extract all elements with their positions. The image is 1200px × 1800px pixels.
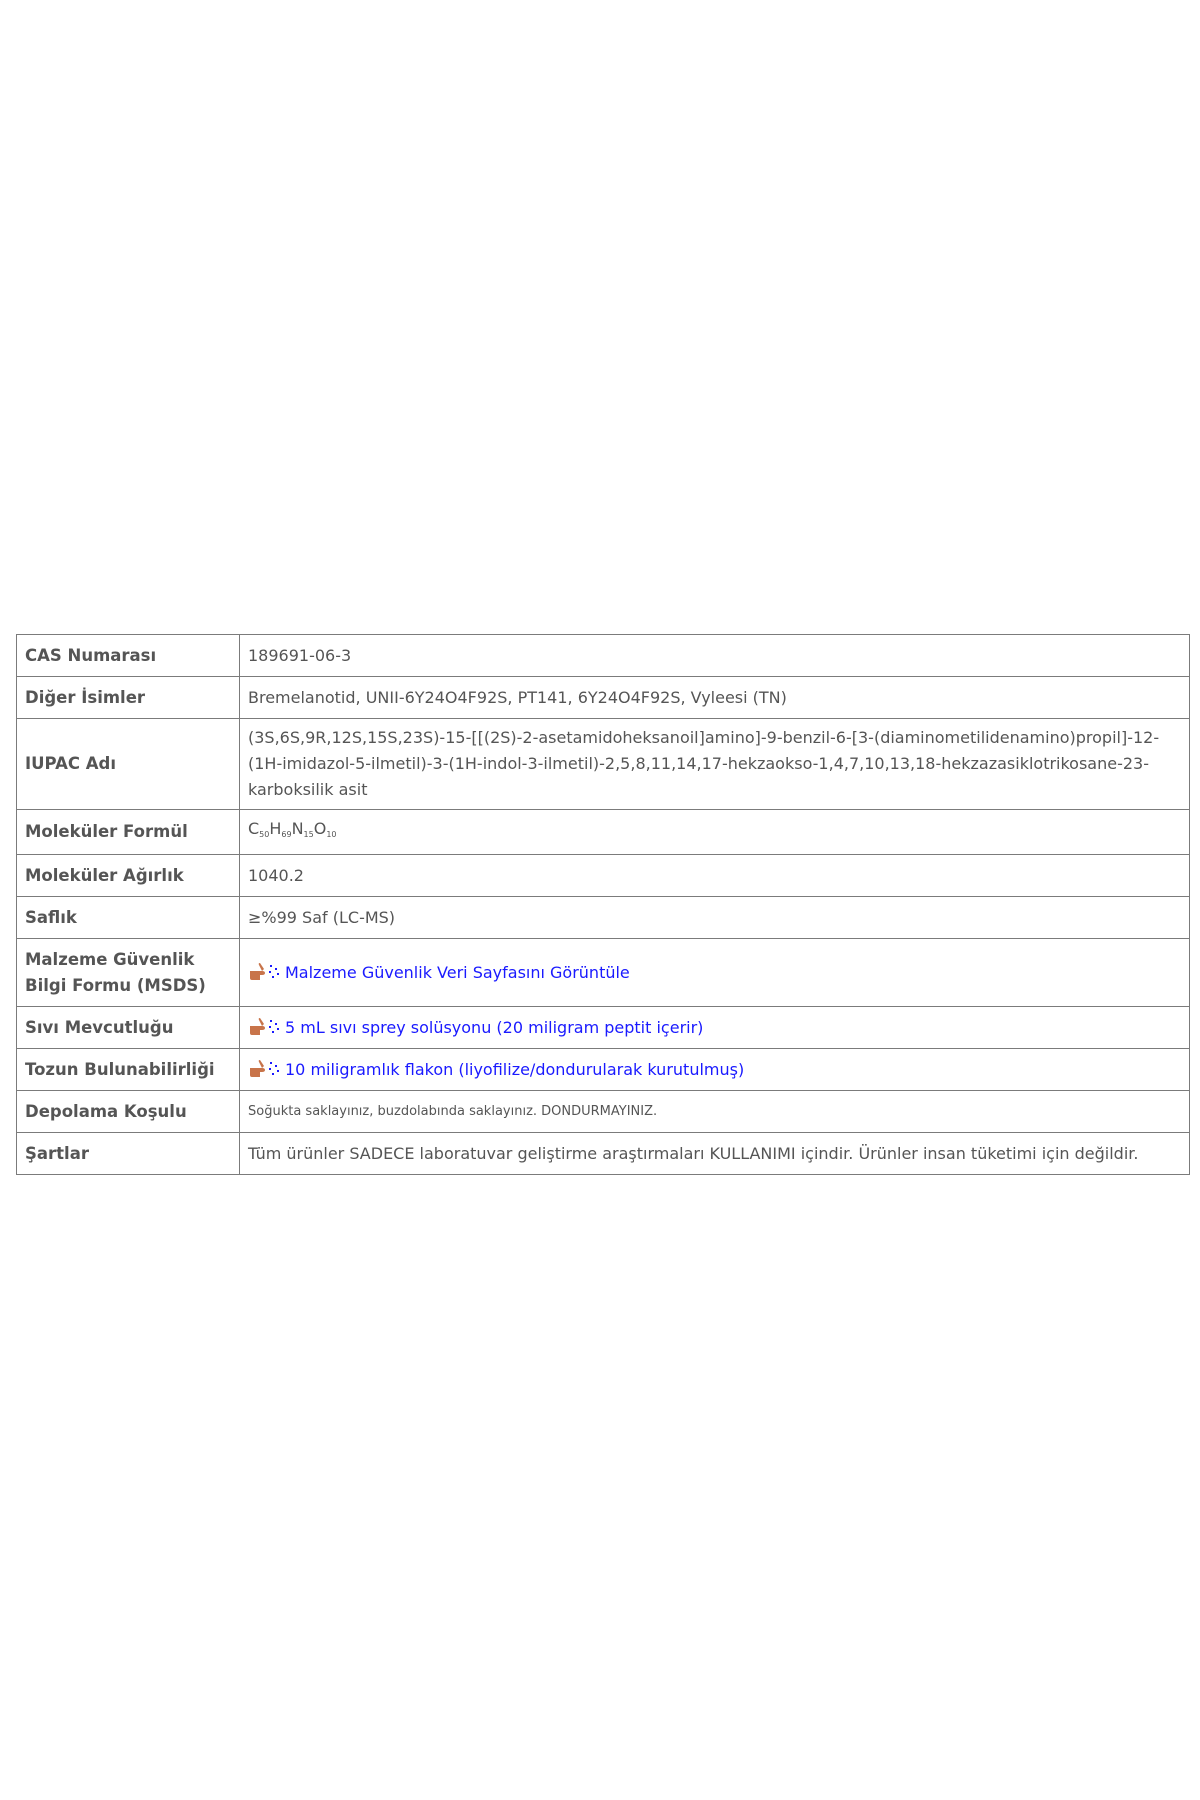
table-row-weight bbox=[17, 855, 1190, 897]
row-value: 189691-06-3 bbox=[240, 635, 1190, 677]
table-row-terms bbox=[17, 1133, 1190, 1175]
pointing-hand-icon bbox=[248, 1059, 282, 1079]
table-row-liquid bbox=[17, 1007, 1190, 1049]
formula-count: 10 bbox=[326, 830, 337, 839]
table-row-storage bbox=[17, 1091, 1190, 1133]
table-row-other-names bbox=[17, 677, 1190, 719]
table-row-formula bbox=[17, 810, 1190, 855]
row-value: (3S,6S,9R,12S,15S,23S)-15-[[(2S)-2-asetamidoheksanoil]amino]-9-benzil-6-[3-(diaminometilidenamino)propil]-12-(1H-imidazol-5-ilmetil)-3-(1H-indol-3-ilmetil)-2,5,8,11,14,17-hekzaokso-1,4,7,10,13,18-hekzazasiklotrikosane-23-karboksilik asit bbox=[240, 719, 1190, 810]
formula-count: 50 bbox=[259, 830, 270, 839]
product-spec-table bbox=[16, 634, 1190, 1175]
row-value: Bremelanotid, UNII-6Y24O4F92S, PT141, 6Y24O4F92S, Vyleesi (TN) bbox=[240, 677, 1190, 719]
formula-count: 69 bbox=[281, 830, 292, 839]
row-value: Soğukta saklayınız, buzdolabında saklayınız. DONDURMAYINIZ. bbox=[240, 1091, 1190, 1133]
molecular-formula bbox=[240, 810, 1190, 855]
formula-count: 15 bbox=[303, 830, 314, 839]
liquid-link[interactable]: 5 mL sıvı sprey solüsyonu (20 miligram peptit içerir) bbox=[285, 1017, 704, 1037]
row-value bbox=[240, 1007, 1190, 1049]
table-row-purity bbox=[17, 897, 1190, 939]
row-value bbox=[240, 1049, 1190, 1091]
row-label-line: Malzeme Güvenlik bbox=[25, 949, 195, 969]
formula-element: N bbox=[291, 819, 304, 838]
row-label: Moleküler Ağırlık bbox=[17, 855, 240, 897]
table-row-powder bbox=[17, 1049, 1190, 1091]
row-label: Tozun Bulunabilirliği bbox=[17, 1049, 240, 1091]
row-value bbox=[240, 939, 1190, 1007]
row-label: Moleküler Formül bbox=[17, 810, 240, 855]
powder-link[interactable]: 10 miligramlık flakon (liyofilize/dondurularak kurutulmuş) bbox=[285, 1059, 745, 1079]
table-row-iupac bbox=[17, 719, 1190, 810]
pointing-hand-icon bbox=[248, 962, 282, 982]
row-label: Depolama Koşulu bbox=[17, 1091, 240, 1133]
pointing-hand-icon bbox=[248, 1017, 282, 1037]
row-value: Tüm ürünler SADECE laboratuvar geliştirme araştırmaları KULLANIMI içindir. Ürünler insan tüketimi için değildir. bbox=[240, 1133, 1190, 1175]
formula-element: H bbox=[269, 819, 282, 838]
formula-element: O bbox=[313, 819, 327, 838]
msds-link[interactable]: Malzeme Güvenlik Veri Sayfasını Görüntüle bbox=[285, 962, 630, 982]
row-label: Diğer İsimler bbox=[17, 677, 240, 719]
table-row-cas bbox=[17, 635, 1190, 677]
row-value: ≥%99 Saf (LC-MS) bbox=[240, 897, 1190, 939]
row-label: Şartlar bbox=[17, 1133, 240, 1175]
row-value: 1040.2 bbox=[240, 855, 1190, 897]
row-label-line: Bilgi Formu (MSDS) bbox=[25, 975, 206, 995]
table-row-msds bbox=[17, 939, 1190, 1007]
row-label: Saflık bbox=[17, 897, 240, 939]
formula-element: C bbox=[248, 819, 260, 838]
row-label: CAS Numarası bbox=[17, 635, 240, 677]
row-label: Sıvı Mevcutluğu bbox=[17, 1007, 240, 1049]
row-label: IUPAC Adı bbox=[17, 719, 240, 810]
row-label bbox=[17, 939, 240, 1007]
